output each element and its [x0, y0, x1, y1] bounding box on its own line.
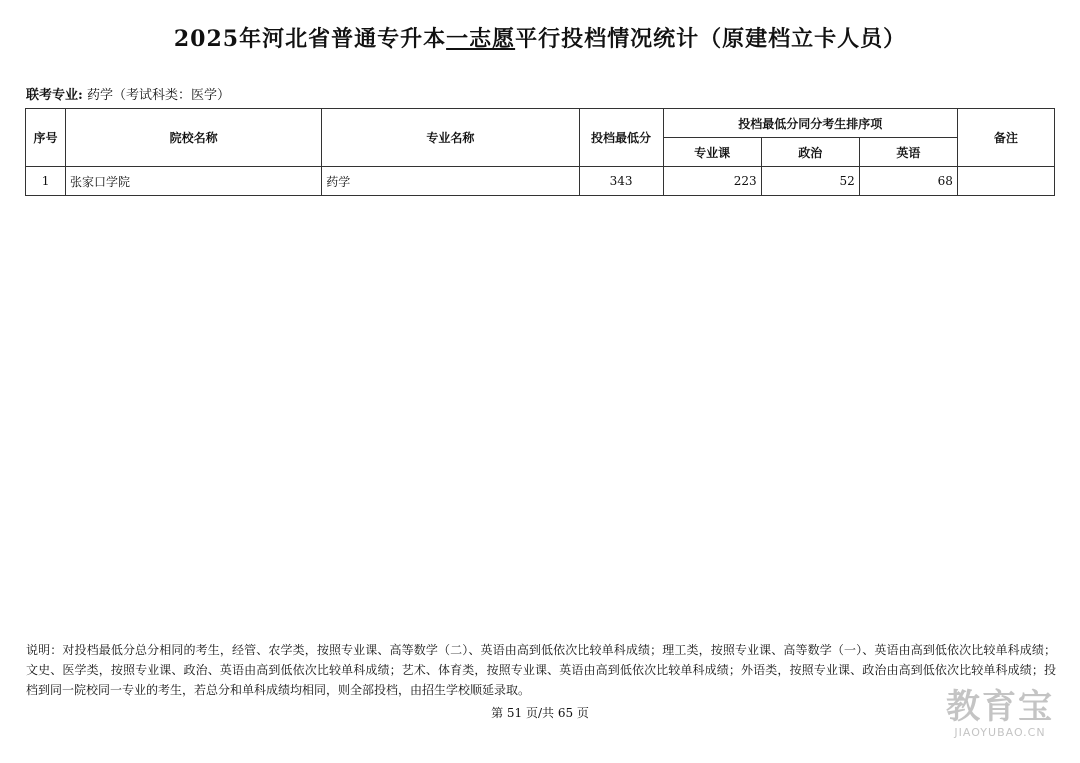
admission-table	[25, 108, 1055, 196]
header-english: 英语	[859, 138, 957, 167]
cell-major: 药学	[322, 167, 579, 196]
title-underlined: 一志愿	[446, 26, 516, 52]
subject-label: 联考专业:	[26, 88, 83, 103]
document-title	[0, 22, 1080, 53]
watermark-logo	[935, 688, 1065, 739]
footnote: 说明：对投档最低分总分相同的考生，经管、农学类，按照专业课、高等数学（二）、英语由高到低依次比较单科成绩；理工类，按照专业课、高等数学（一）、英语由高到低依次比较单科成绩；文史、医学类，按照专业课、政治、英语由高到低依次比较单科成绩；艺术、体育类，按照专业课、英语由高到低依次比较单科成绩；外语类，按照专业课、政治由高到低依次比较单科成绩；投档到同一院校同一专业的考生，若总分和单科成绩均相同，则全部投档，由招生学校顺延录取。	[26, 643, 1056, 697]
cell-school: 张家口学院	[66, 167, 322, 196]
header-remarks: 备注	[957, 109, 1054, 167]
header-school: 院校名称	[66, 109, 322, 167]
title-part-1: 2025年河北省普通专升本	[173, 26, 447, 52]
cell-remarks	[957, 167, 1054, 196]
header-major: 专业名称	[322, 109, 579, 167]
cell-seq: 1	[26, 167, 66, 196]
exam-subject-line	[26, 84, 230, 103]
cell-english: 68	[859, 167, 957, 196]
cell-min-score: 343	[579, 167, 663, 196]
cell-politics: 52	[761, 167, 859, 196]
watermark-domain: JIAOYUBAO.CN	[954, 726, 1046, 739]
subject-value: 药学（考试科类：医学）	[86, 88, 230, 103]
page-number: 第 51 页/共 65 页	[491, 706, 589, 720]
header-politics: 政治	[761, 138, 859, 167]
watermark-text: 教育宝	[946, 687, 1054, 727]
title-part-2: 平行投档情况统计（原建档立卡人员）	[515, 26, 907, 52]
header-seq: 序号	[26, 109, 66, 167]
cell-professional-course: 223	[663, 167, 761, 196]
table-row	[26, 167, 1055, 196]
header-professional-course: 专业课	[663, 138, 761, 167]
header-min-score: 投档最低分	[579, 109, 663, 167]
header-sort-group: 投档最低分同分考生排序项	[663, 109, 957, 138]
